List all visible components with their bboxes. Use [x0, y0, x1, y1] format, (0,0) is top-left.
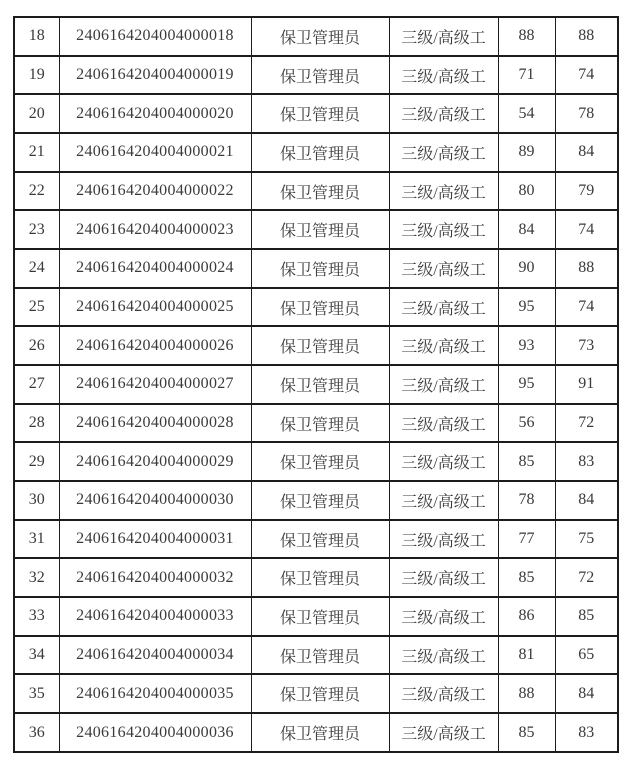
position-cell: 保卫管理员 — [251, 520, 389, 559]
candidate-id-cell: 2406164204004000022 — [59, 172, 251, 211]
table-row — [14, 636, 618, 675]
candidate-id-cell: 2406164204004000027 — [59, 365, 251, 404]
position-cell: 保卫管理员 — [251, 365, 389, 404]
level-cell: 三级/高级工 — [389, 365, 498, 404]
position-cell: 保卫管理员 — [251, 674, 389, 713]
position-cell: 保卫管理员 — [251, 404, 389, 443]
score-1-cell: 93 — [498, 326, 555, 365]
score-1-cell: 89 — [498, 133, 555, 172]
score-2-cell: 78 — [555, 94, 618, 133]
score-1-cell: 56 — [498, 404, 555, 443]
position-cell: 保卫管理员 — [251, 288, 389, 327]
position-cell: 保卫管理员 — [251, 56, 389, 95]
level-cell: 三级/高级工 — [389, 172, 498, 211]
position-cell: 保卫管理员 — [251, 172, 389, 211]
score-2-cell: 72 — [555, 404, 618, 443]
table-row — [14, 481, 618, 520]
candidate-id-cell: 2406164204004000034 — [59, 636, 251, 675]
table-row — [14, 520, 618, 559]
row-number-cell: 18 — [14, 17, 59, 56]
table-row — [14, 56, 618, 95]
table-row — [14, 17, 618, 56]
position-cell: 保卫管理员 — [251, 713, 389, 752]
level-cell: 三级/高级工 — [389, 133, 498, 172]
row-number-cell: 24 — [14, 249, 59, 288]
table-row — [14, 288, 618, 327]
level-cell: 三级/高级工 — [389, 17, 498, 56]
score-table — [13, 16, 619, 753]
level-cell: 三级/高级工 — [389, 249, 498, 288]
score-1-cell: 95 — [498, 365, 555, 404]
score-1-cell: 85 — [498, 713, 555, 752]
score-2-cell: 84 — [555, 133, 618, 172]
candidate-id-cell: 2406164204004000029 — [59, 442, 251, 481]
row-number-cell: 25 — [14, 288, 59, 327]
position-cell: 保卫管理员 — [251, 94, 389, 133]
position-cell: 保卫管理员 — [251, 442, 389, 481]
table-row — [14, 365, 618, 404]
level-cell: 三级/高级工 — [389, 481, 498, 520]
position-cell: 保卫管理员 — [251, 326, 389, 365]
score-1-cell: 77 — [498, 520, 555, 559]
position-cell: 保卫管理员 — [251, 133, 389, 172]
level-cell: 三级/高级工 — [389, 520, 498, 559]
row-number-cell: 26 — [14, 326, 59, 365]
score-2-cell: 75 — [555, 520, 618, 559]
score-2-cell: 84 — [555, 481, 618, 520]
score-1-cell: 88 — [498, 17, 555, 56]
candidate-id-cell: 2406164204004000021 — [59, 133, 251, 172]
position-cell: 保卫管理员 — [251, 481, 389, 520]
score-2-cell: 83 — [555, 442, 618, 481]
position-cell: 保卫管理员 — [251, 558, 389, 597]
score-1-cell: 54 — [498, 94, 555, 133]
candidate-id-cell: 2406164204004000018 — [59, 17, 251, 56]
candidate-id-cell: 2406164204004000033 — [59, 597, 251, 636]
row-number-cell: 28 — [14, 404, 59, 443]
score-2-cell: 65 — [555, 636, 618, 675]
score-2-cell: 74 — [555, 288, 618, 327]
score-1-cell: 85 — [498, 558, 555, 597]
level-cell: 三级/高级工 — [389, 326, 498, 365]
row-number-cell: 21 — [14, 133, 59, 172]
score-2-cell: 88 — [555, 249, 618, 288]
candidate-id-cell: 2406164204004000030 — [59, 481, 251, 520]
table-row — [14, 597, 618, 636]
score-2-cell: 84 — [555, 674, 618, 713]
score-2-cell: 79 — [555, 172, 618, 211]
candidate-id-cell: 2406164204004000024 — [59, 249, 251, 288]
level-cell: 三级/高级工 — [389, 56, 498, 95]
row-number-cell: 33 — [14, 597, 59, 636]
score-2-cell: 74 — [555, 210, 618, 249]
row-number-cell: 20 — [14, 94, 59, 133]
table-row — [14, 404, 618, 443]
score-1-cell: 85 — [498, 442, 555, 481]
candidate-id-cell: 2406164204004000025 — [59, 288, 251, 327]
position-cell: 保卫管理员 — [251, 17, 389, 56]
score-1-cell: 88 — [498, 674, 555, 713]
candidate-id-cell: 2406164204004000035 — [59, 674, 251, 713]
row-number-cell: 31 — [14, 520, 59, 559]
table-row — [14, 133, 618, 172]
score-2-cell: 85 — [555, 597, 618, 636]
candidate-id-cell: 2406164204004000019 — [59, 56, 251, 95]
score-2-cell: 91 — [555, 365, 618, 404]
level-cell: 三级/高级工 — [389, 558, 498, 597]
candidate-id-cell: 2406164204004000028 — [59, 404, 251, 443]
table-row — [14, 713, 618, 752]
score-2-cell: 73 — [555, 326, 618, 365]
table-row — [14, 326, 618, 365]
position-cell: 保卫管理员 — [251, 210, 389, 249]
level-cell: 三级/高级工 — [389, 636, 498, 675]
score-2-cell: 72 — [555, 558, 618, 597]
position-cell: 保卫管理员 — [251, 249, 389, 288]
score-1-cell: 78 — [498, 481, 555, 520]
level-cell: 三级/高级工 — [389, 94, 498, 133]
score-1-cell: 95 — [498, 288, 555, 327]
candidate-id-cell: 2406164204004000031 — [59, 520, 251, 559]
position-cell: 保卫管理员 — [251, 597, 389, 636]
row-number-cell: 36 — [14, 713, 59, 752]
row-number-cell: 32 — [14, 558, 59, 597]
level-cell: 三级/高级工 — [389, 404, 498, 443]
candidate-id-cell: 2406164204004000020 — [59, 94, 251, 133]
score-1-cell: 81 — [498, 636, 555, 675]
score-2-cell: 83 — [555, 713, 618, 752]
row-number-cell: 29 — [14, 442, 59, 481]
score-1-cell: 86 — [498, 597, 555, 636]
table-row — [14, 172, 618, 211]
row-number-cell: 22 — [14, 172, 59, 211]
table-row — [14, 210, 618, 249]
candidate-id-cell: 2406164204004000036 — [59, 713, 251, 752]
table-row — [14, 94, 618, 133]
level-cell: 三级/高级工 — [389, 288, 498, 327]
level-cell: 三级/高级工 — [389, 713, 498, 752]
level-cell: 三级/高级工 — [389, 442, 498, 481]
table-body — [14, 17, 618, 752]
row-number-cell: 27 — [14, 365, 59, 404]
level-cell: 三级/高级工 — [389, 597, 498, 636]
table-row — [14, 674, 618, 713]
table-row — [14, 442, 618, 481]
score-1-cell: 80 — [498, 172, 555, 211]
row-number-cell: 34 — [14, 636, 59, 675]
row-number-cell: 30 — [14, 481, 59, 520]
level-cell: 三级/高级工 — [389, 210, 498, 249]
position-cell: 保卫管理员 — [251, 636, 389, 675]
row-number-cell: 19 — [14, 56, 59, 95]
table-row — [14, 558, 618, 597]
candidate-id-cell: 2406164204004000026 — [59, 326, 251, 365]
score-2-cell: 74 — [555, 56, 618, 95]
candidate-id-cell: 2406164204004000023 — [59, 210, 251, 249]
table-row — [14, 249, 618, 288]
row-number-cell: 35 — [14, 674, 59, 713]
score-2-cell: 88 — [555, 17, 618, 56]
score-1-cell: 71 — [498, 56, 555, 95]
score-1-cell: 90 — [498, 249, 555, 288]
score-1-cell: 84 — [498, 210, 555, 249]
row-number-cell: 23 — [14, 210, 59, 249]
level-cell: 三级/高级工 — [389, 674, 498, 713]
candidate-id-cell: 2406164204004000032 — [59, 558, 251, 597]
